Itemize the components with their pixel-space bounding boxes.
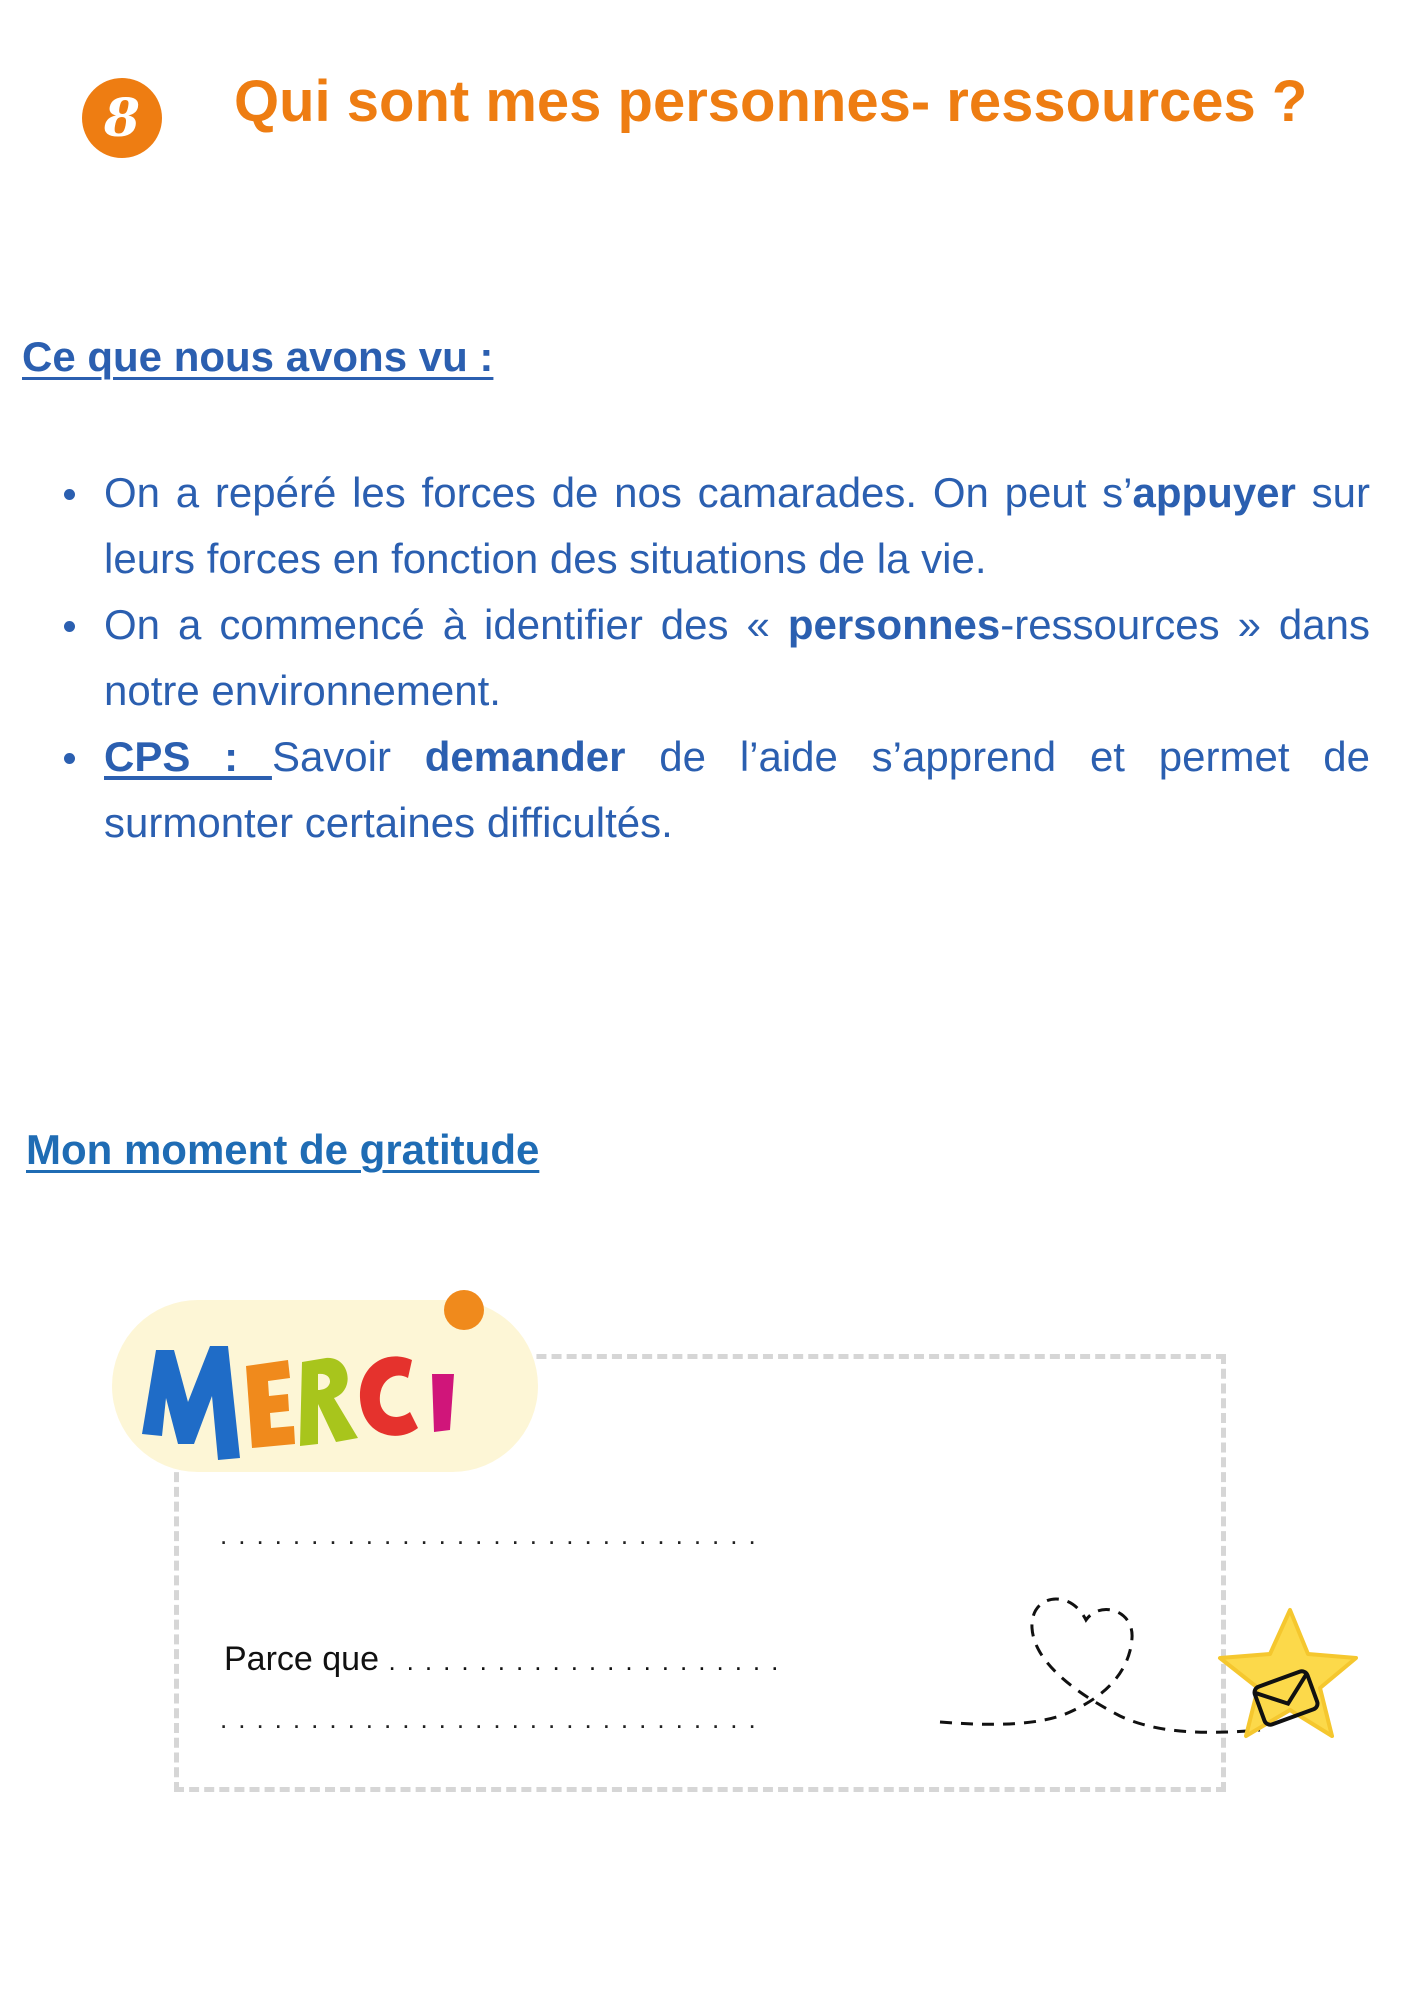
section-number: 8 [103, 87, 141, 149]
summary-heading: Ce que nous avons vu : [22, 333, 494, 380]
list-item [104, 592, 1370, 724]
bullet-icon [64, 621, 75, 632]
bullet-emphasis: appuyer [1132, 469, 1296, 516]
bullet-text: -ressources » dans notre environnement. [104, 601, 1370, 714]
bullet-icon [64, 753, 75, 764]
page-title: Qui sont mes personnes- ressources ? [234, 69, 1308, 134]
bullet-text: On a commencé à identifier des « [104, 601, 788, 648]
because-line[interactable] [224, 1640, 789, 1679]
bullet-text: de l’aide s’apprend et permet de surmonter certaines difficultés. [104, 733, 1370, 846]
section-number-badge [82, 78, 162, 158]
bullet-emphasis: demander [424, 733, 626, 780]
write-line-3[interactable]: .............................. [220, 1704, 767, 1734]
gratitude-heading: Mon moment de gratitude [26, 1126, 540, 1173]
list-item [104, 724, 1370, 856]
bullet-text: On a repéré les forces de nos camarades. On peut s’ [104, 469, 1133, 516]
list-item [104, 460, 1370, 592]
bullet-text: sur leurs forces en fonction des situations de la vie. [104, 469, 1371, 582]
write-line-1[interactable]: .............................. [220, 1520, 767, 1550]
merci-logo [112, 1262, 532, 1492]
because-dots: ...................... [388, 1646, 790, 1676]
heart-icon [940, 1599, 1260, 1732]
bullet-emphasis: personnes [787, 601, 1001, 648]
cps-label: CPS : [104, 733, 272, 780]
merci-logo-text: MERCI [112, 1262, 116, 1263]
because-label: Parce que [224, 1640, 379, 1678]
bullet-icon [64, 489, 75, 500]
bullet-text: Savoir [271, 733, 425, 780]
heart-envelope-decoration [920, 1580, 1400, 1820]
summary-list [104, 460, 1370, 856]
